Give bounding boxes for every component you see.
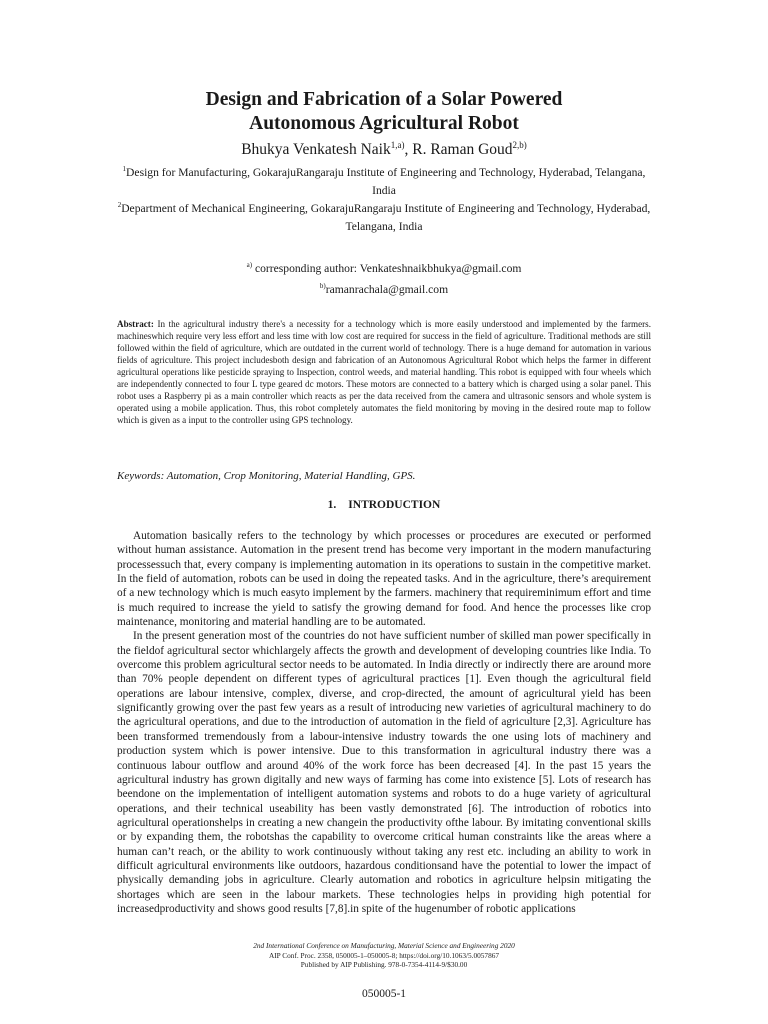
abstract-text: In the agricultural industry there's a necessity for a technology which is more easily understood and implemented by the farmers. machineswhich require very less effort and less time with low cost are required for success in the field of agriculture. Traditional methods are still followed within the field of agriculture, which are outdated in the current world of technology. There is a huge demand for automation in various fields of agriculture. This project includesboth design and fabrication of an Autonomous Agricultural Robot which helps the farmer in different agricultural operations like pesticide spraying to Inspection, control weeds, and material handling. This robot is equipped with four wheels which are independently connected to four L type geared dc motors. These motors are connected to a battery which is charged using a solar panel. This robot uses a Raspberry pi as a main controller which reacts as per the data received from the camera and ultrasonic sensors and whole system is operated using a mobile application. Thus, this robot completely automates the field monitoring by moving in the desired route map to follow which is given as a input to the controller using GPS technology. [117,319,651,425]
email-text: ramanrachala@gmail.com [325,283,449,296]
abstract [117,319,651,427]
section-number: 1. [327,499,337,511]
author-separator: , [404,141,413,158]
section-heading [100,498,668,512]
email-text: corresponding author: Venkateshnaikbhukya@gmail.com [252,262,522,275]
page-footer [100,941,668,970]
author-email [100,278,668,298]
title-line-1: Design and Fabrication of a Solar Powered [205,89,563,110]
affiliation-superscript: 2 [117,201,122,209]
email-superscript: b) [319,282,326,290]
email-superscript: a) [246,261,253,269]
publisher-line: Published by AIP Publishing. 978-0-7354-4114-9/$30.00 [300,960,468,970]
author-name: Bhukya Venkatesh Naik [241,141,391,158]
body-text [117,529,651,916]
abstract-label: Abstract: [117,319,154,329]
section-title: INTRODUCTION [348,499,441,511]
affiliation-text: Department of Mechanical Engineering, GokarajuRangaraju Institute of Engineering and Technology, Hyderabad, Telangana, India [121,202,651,233]
affiliation [110,196,658,236]
paragraph: Automation basically refers to the technology by which processes or procedures are executed or performed without human assistance. Automation in the present trend has become very important in the modern manufacturing processessuch that, every company is implementing automation in its operations to sustain in the competitive market. In the field of automation, robots can be used in doing the repeated tasks. And in the agriculture, there’s arequirement of a new technology which is much easyto implement by the farmers. machinery that requireminimum effort and time is much required to increase the yield to satisfy the growing demand for food. And hence the processes like crop maintenance, monitoring and material handling are to be automated. [117,530,651,629]
paper-title [100,88,668,136]
affiliation-text: Design for Manufacturing, GokarajuRangaraju Institute of Engineering and Technology, Hyderabad, Telangana, India [126,166,646,197]
affiliation-superscript: 1 [122,165,127,173]
title-line-2: Autonomous Agricultural Robot [249,113,519,134]
corresponding-email [100,257,668,277]
author-superscript: 1,a) [390,140,405,150]
author-name: R. Raman Goud [412,141,513,158]
affiliation [110,160,658,200]
conference-name: 2nd International Conference on Manufacturing, Material Science and Engineering 2020 [253,941,515,950]
author-list [100,136,668,159]
page-number: 050005-1 [361,988,407,1000]
keywords: Keywords: Automation, Crop Monitoring, Material Handling, GPS. [117,470,416,482]
paragraph: In the present generation most of the countries do not have sufficient number of skilled man power specifically in the fieldof agricultural sector whichlargely affects the growth and development of developing countries like India. To overcome this problem agricultural sector needs to be automated. In India directly or indirectly there are around more than 70% people dependent on different types of agricultural practices [1]. Even though the agricultural field operations are labour intensive, complex, diverse, and crop-directed, the amount of agricultural yield has been significantly growing over the past few years as a result of introducing new varieties of agricultural machinery to do the agricultural operations, and due to the introduction of automation in the field of agriculture [2,3]. Agriculture has been transformed tremendously from a labour-intensive industry towards the one using lots of machinery and production system which is power intensive. Due to this transformation in agricultural industry there was a continuous labour outflow and around 40% of the work force has been decreased [4]. In the past 15 years the agricultural industry has grown digitally and new ways of farming has come into existence [5]. Lots of research has beendone on the implementation of intelligent automation systems and robots to do a huge variety of agricultural operations, and their technical useability has been vastly demonstrated [6]. The introduction of robotics into agricultural operationshelps in creating a new changein the productivity ofthe labour. By imitating conventional skills or by expanding them, the robotshas the capability to overcome critical human constraints like the areas where a human can’t reach, or the ability to work continuously without taking any rest etc. including an ability to work in difficult agricultural environments like outdoors, hazardous conditionsand have the potential to lower the impact of physically demanding jobs in agriculture. Clearly automation and robotics in agriculture helpsin mitigating the shortages which are seen in the labour markets. These technologies helps in providing high potential for increasedproductivity and shows good results [7,8].in spite of the hugenumber of robotic applications [117,630,651,915]
citation-line: AIP Conf. Proc. 2358, 050005-1–050005-8; https://doi.org/10.1063/5.0057867 [268,950,500,960]
author-superscript: 2,b) [512,140,527,150]
